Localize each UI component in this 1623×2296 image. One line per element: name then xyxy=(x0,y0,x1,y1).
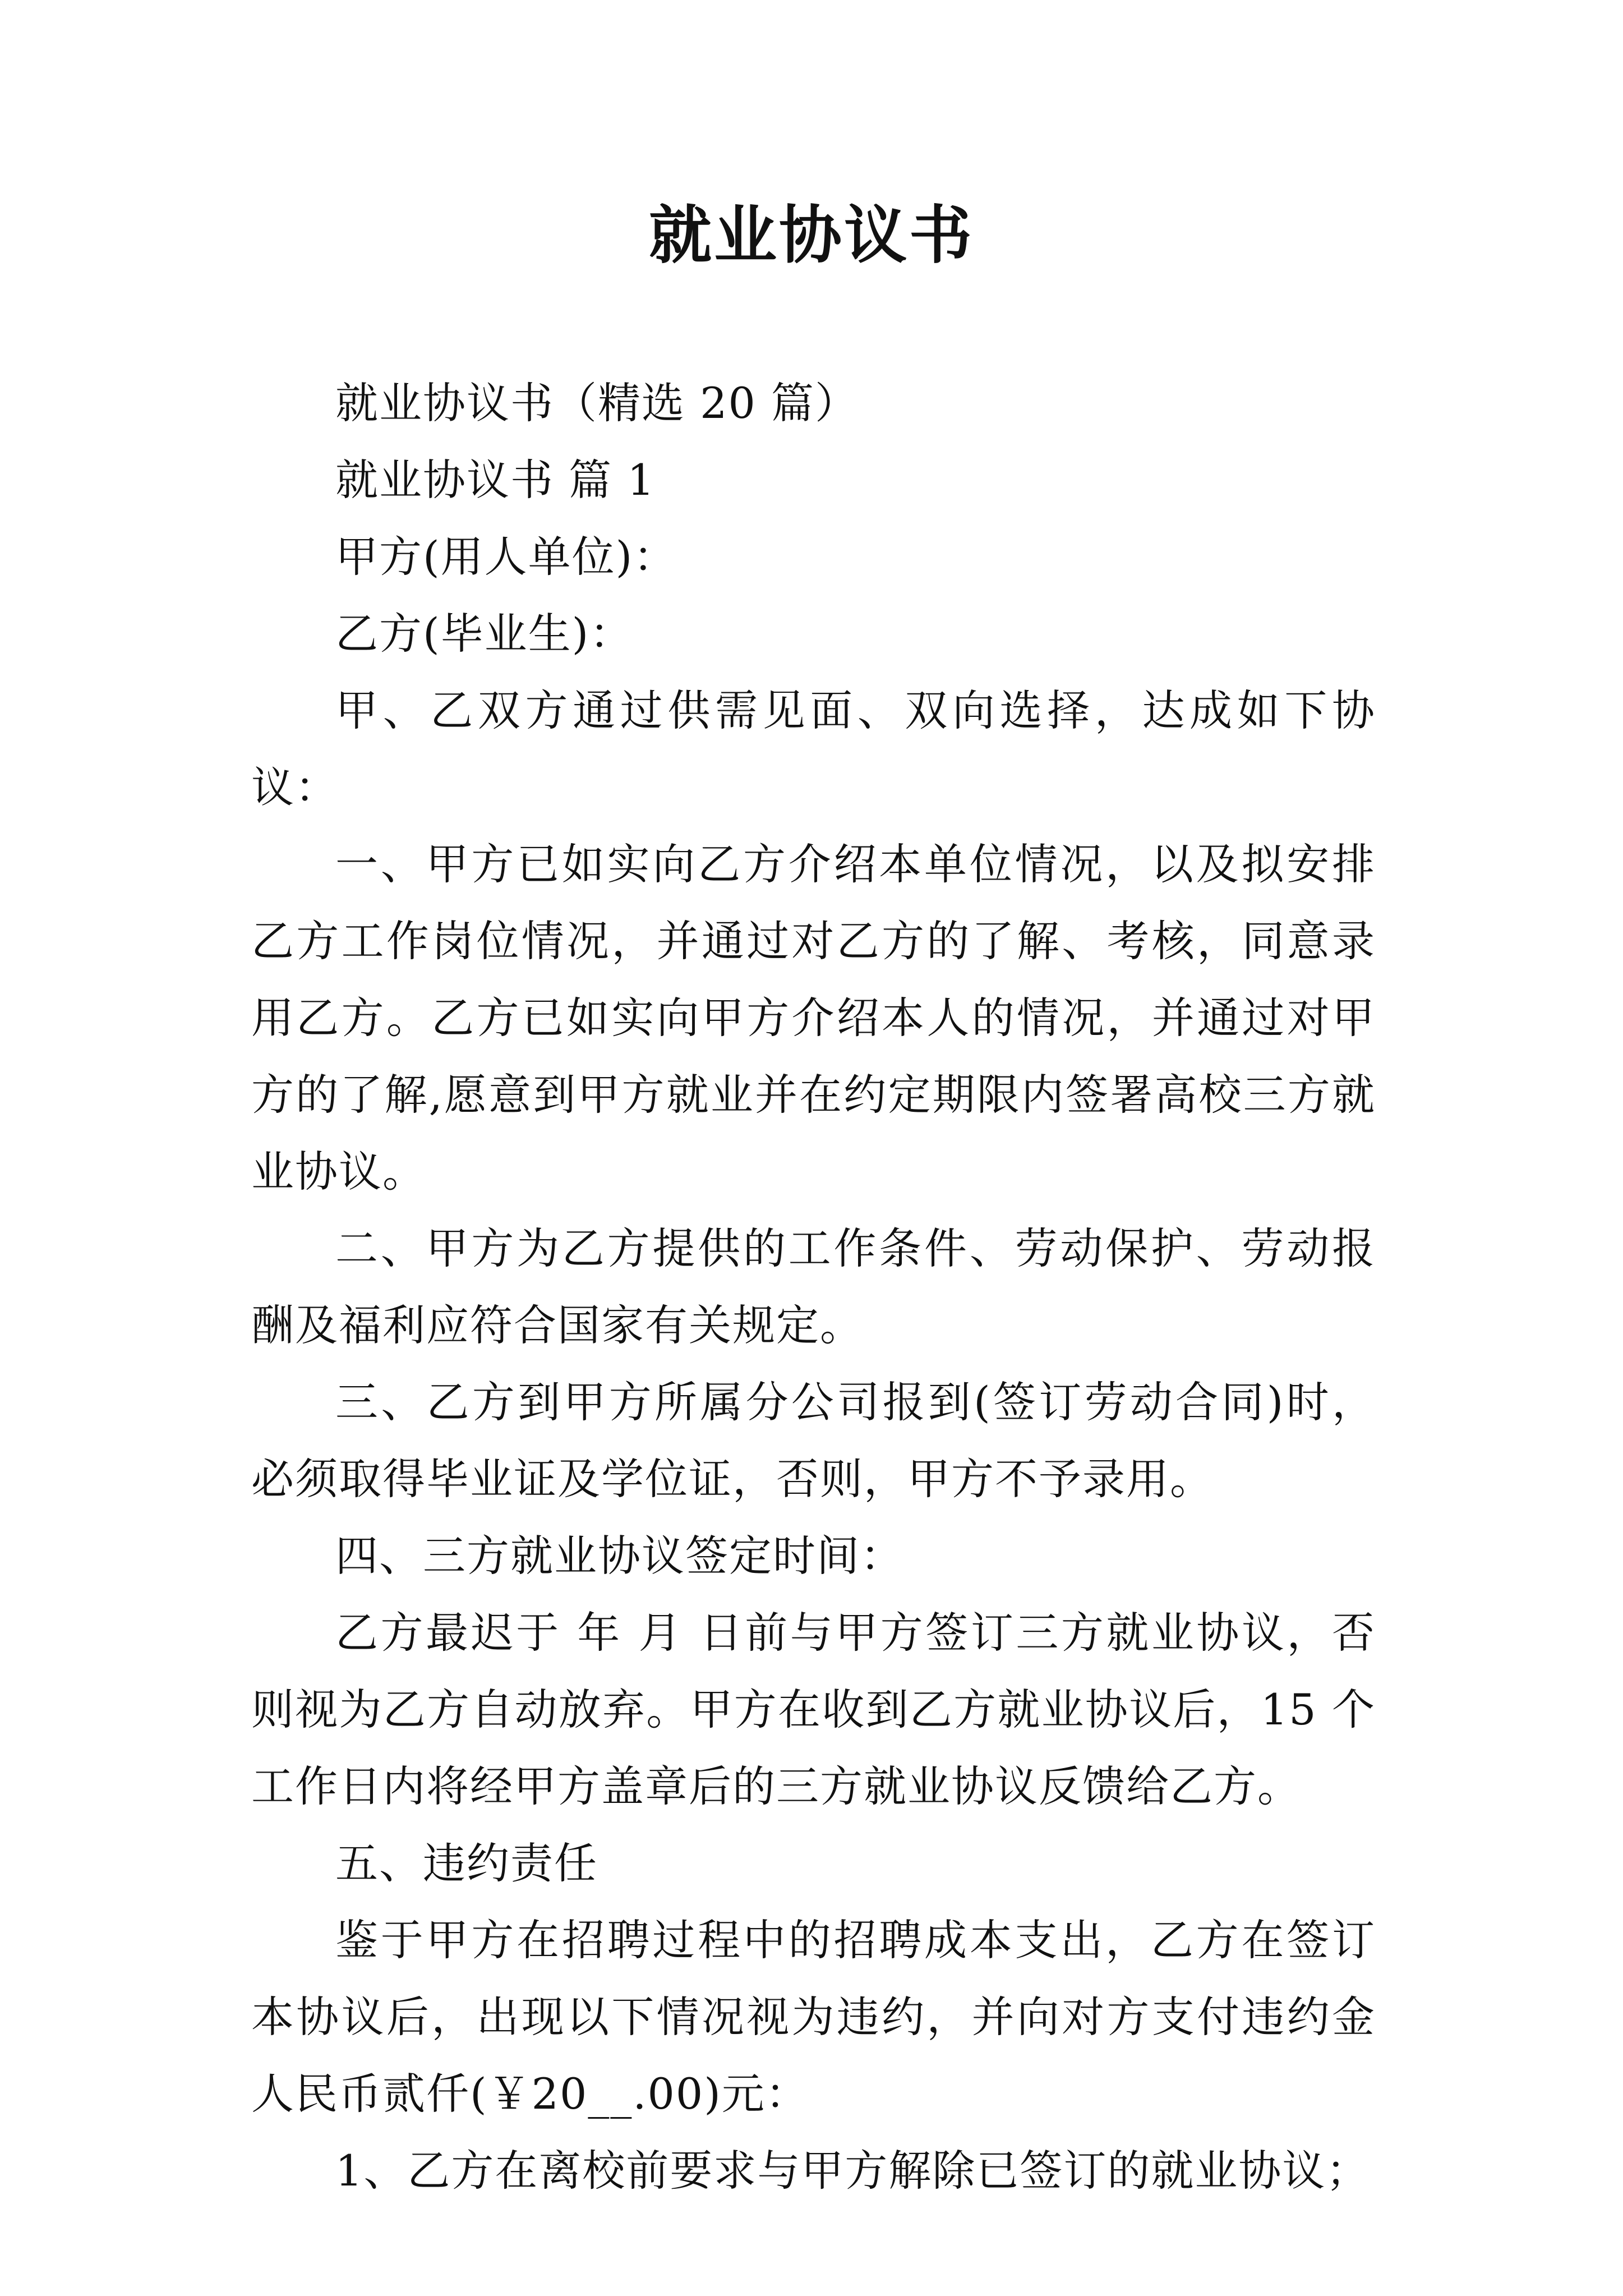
paragraph-agreement-intro: 甲、乙双方通过供需见面、双向选择，达成如下协议： xyxy=(251,685,1376,812)
paragraph-clause-3: 三、乙方到甲方所属分公司报到(签订劳动合同)时，必须取得毕业证及学位证，否则，甲方不予录用。 xyxy=(251,1377,1376,1504)
paragraph-party-a: 甲方(用人单位)： xyxy=(335,532,677,582)
paragraph-clause-1: 一、甲方已如实向乙方介绍本单位情况，以及拟安排乙方工作岗位情况，并通过对乙方的了解、考核，同意录用乙方。乙方已如实向甲方介绍本人的情况，并通过对甲方的了解,愿意到甲方就业并在约定期限内签署高校三方就业协议。 xyxy=(251,839,1376,1197)
document-title: 就业协议书 xyxy=(649,199,974,272)
paragraph-party-b: 乙方(毕业生)： xyxy=(335,609,634,659)
paragraph-section-heading: 就业协议书 篇 1 xyxy=(335,455,656,505)
paragraph-clause-5-heading: 五、违约责任 xyxy=(335,1838,598,1888)
document-body xyxy=(251,365,1376,2209)
paragraph-subtitle: 就业协议书（精选 20 篇） xyxy=(335,378,859,428)
paragraph-clause-5-item-1: 1、乙方在离校前要求与甲方解除已签订的就业协议； xyxy=(335,2146,1370,2196)
paragraph-clause-2: 二、甲方为乙方提供的工作条件、劳动保护、劳动报酬及福利应符合国家有关规定。 xyxy=(251,1223,1376,1350)
paragraph-clause-5-body: 鉴于甲方在招聘过程中的招聘成本支出，乙方在签订本协议后，出现以下情况视为违约，并向对方支付违约金人民币贰仟(￥20__.00)元： xyxy=(251,1915,1376,2119)
paragraph-clause-4-body: 乙方最迟于 年 月 日前与甲方签订三方就业协议，否则视为乙方自动放弃。甲方在收到乙方就业协议后，15 个工作日内将经甲方盖章后的三方就业协议反馈给乙方。 xyxy=(251,1608,1376,1811)
paragraph-clause-4-heading: 四、三方就业协议签定时间： xyxy=(335,1531,904,1581)
